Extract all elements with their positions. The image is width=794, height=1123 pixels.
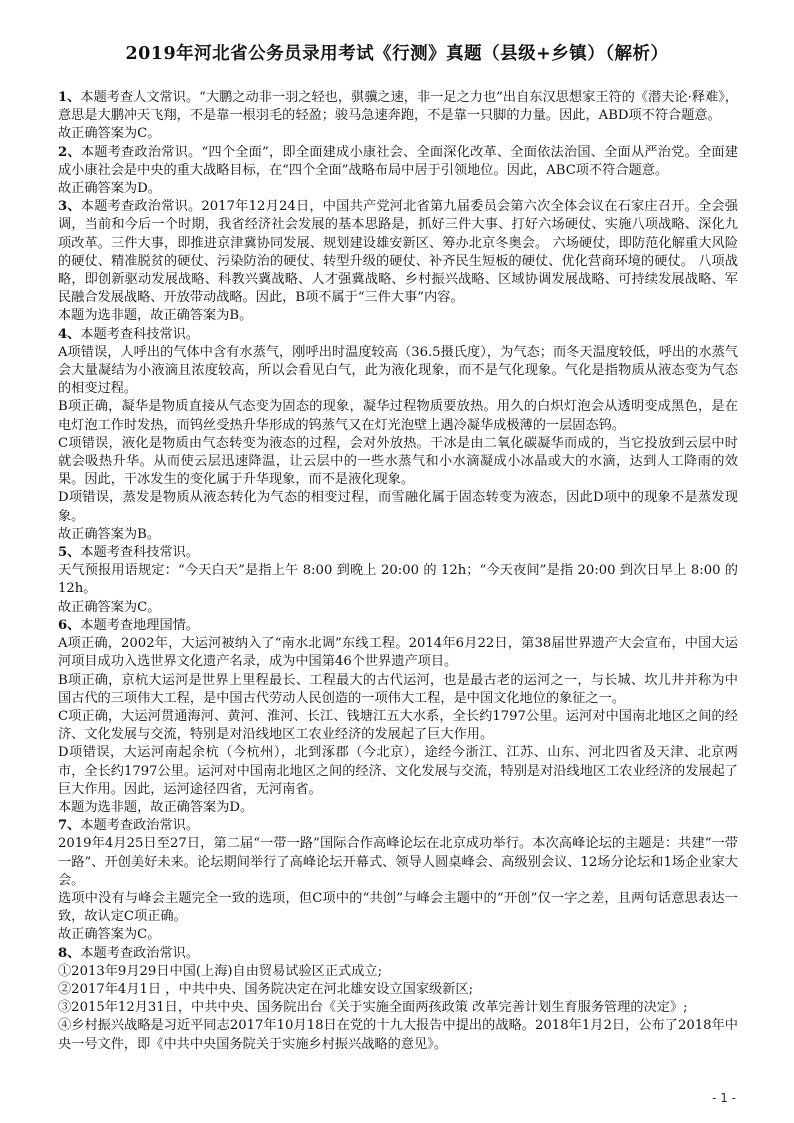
question-lead-text: 本题考查政治常识。“四个全面”，即全面建成小康社会、全面深化改革、全面依法治国、全面从严治党。全面建成小康社会是中央的重大战略目标，在“四个全面”战略布局中居于引领地位。因此，ABC项不符合题意。 <box>58 144 738 178</box>
page-title: 2019年河北省公务员录用考试《行测》真题（县级+乡镇）（解析） <box>125 44 669 64</box>
question-paragraph <box>58 617 738 635</box>
question-paragraph <box>58 89 738 125</box>
question-paragraph <box>58 198 738 307</box>
body-paragraph: 天气预报用语规定：“今天白天”是指上午 8:00 到晚上 20:00 的 12h；“今天夜间”是指 20:00 到次日早上 8:00 的 12h。 <box>58 563 738 597</box>
question-number: 2、 <box>58 144 81 160</box>
body-paragraph: ④乡村振兴战略是习近平同志2017年10月18日在党的十九大报告中提出的战略。2018年1月2日，公布了2018年中央一号文件，即《中共中央国务院关于实施乡村振兴战略的意见》。 <box>58 1018 738 1052</box>
body-paragraph: 故正确答案为C。 <box>58 599 161 615</box>
body-paragraph: 2019年4月25日至27日，第二届“一带一路”国际合作高峰论坛在北京成功举行。本次高峰论坛的主题是：共建“一带一路”、开创美好未来。论坛期间举行了高峰论坛开幕式、领导人圆桌峰会、高级别会议、12场分论坛和1场企业家大会。 <box>58 836 738 888</box>
question-lead-text: 本题考查科技常识。 <box>80 545 200 561</box>
body-paragraph: ①2013年9月29日中国(上海)自由贸易试验区正式成立; <box>58 963 383 979</box>
body-paragraph: D项错误，蒸发是物质从液态转化为气态的相变过程，而雪融化属于固态转变为液态，因此D项中的现象不是蒸发现象。 <box>58 490 738 524</box>
body-paragraph: B项正确，凝华是物质直接从气态变为固态的现象，凝华过程物质要放热。用久的白炽灯泡会从透明变成黑色，是在电灯泡工作时发热，而钨丝受热升华形成的钨蒸气又在灯光泡壁上遇冷凝华成极薄的一层固态钨。 <box>58 399 738 433</box>
question-lead-text: 本题考查政治常识。 <box>80 945 200 961</box>
body-paragraph: 故正确答案为C。 <box>58 126 161 142</box>
body-paragraph: 故正确答案为B。 <box>58 526 161 542</box>
body-paragraph: C项错误，液化是物质由气态转变为液态的过程，会对外放热。干冰是由二氧化碳凝华而成的，当它投放到云层中时就会吸热升华。从而使云层迅速降温，让云层中的一些水蒸气和小水滴凝成小冰晶或大的水滴，达到人工降雨的效果。因此，干冰发生的变化属于升华现象，而不是液化现象。 <box>58 435 738 488</box>
body-paragraph: A项错误，人呼出的气体中含有水蒸气，刚呼出时温度较高（36.5摄氏度），为气态；而冬天温度较低，呼出的水蒸气会大量凝结为小液滴且浓度较高，所以会看见白气，此为液化现象，而不是气化现象。气化是指物质从液态变为气态的相变过程。 <box>58 344 738 397</box>
page-number: - 1 - <box>712 1091 736 1105</box>
body-paragraph: 本题为选非题，故正确答案为B。 <box>58 308 253 324</box>
question-paragraph <box>58 945 738 963</box>
question-number: 1、 <box>58 90 81 105</box>
body-paragraph: 故正确答案为C。 <box>58 927 161 943</box>
question-lead-text: 本题考查政治常识。2017年12月24日，中国共产党河北省第九届委员会第六次全体会议在石家庄召开。全会强调，当前和今后一个时期，我省经济社会发展的基本思路是，抓好三件大事、打好六场硬仗、实施八项战略、深化九项改革。三件大事，即推进京津冀协同发展、规划建设雄安新区、筹办北京冬奥会。 六场硬仗，即防范化解重大风险的硬仗、精准脱贫的硬仗、污染防治的硬仗、转型升级的硬仗、补齐民生短板的硬仗、优化营商环境的硬仗。 八项战略，即创新驱动发展战略、科教兴冀战略、人才强冀战略、乡村振兴战略、区域协调发展战略、可持续发展战略、军民融合发展战略、开放带动战略。因此，B项不属于“三件大事”内容。 <box>58 199 738 306</box>
body-paragraph: C项正确，大运河贯通海河、黄河、淮河、长江、钱塘江五大水系，全长约1797公里。运河对中国南北地区之间的经济、文化发展与交流，特别是对沿线地区工农业经济的发展起了巨大作用。 <box>58 708 738 743</box>
question-paragraph <box>58 326 738 344</box>
body-paragraph: 选项中没有与峰会主题完全一致的选项，但C项中的“共创”与峰会主题中的“开创”仅一字之差，且两句话意思表达一致，故认定C项正确。 <box>58 890 738 925</box>
question-paragraph <box>58 544 738 562</box>
question-lead-text: 本题考查政治常识。 <box>80 818 200 834</box>
question-lead-text: 本题考查人文常识。“大鹏之动非一羽之轻也，骐骥之速，非一足之力也”出自东汉思想家王符的《潜夫论·释难》，意思是大鹏冲天飞翔，不是靠一根羽毛的轻盈；骏马急速奔跑，不是靠一只脚的力量。因此，ABD项不符合题意。 <box>58 90 738 124</box>
question-number: 6、 <box>58 617 81 633</box>
question-number: 4、 <box>58 326 81 342</box>
question-number: 7、 <box>58 818 81 834</box>
question-number: 5、 <box>58 545 81 561</box>
body-paragraph: 本题为选非题，故正确答案为D。 <box>58 799 254 815</box>
question-paragraph <box>58 817 738 835</box>
body-paragraph: B项正确，京杭大运河是世界上里程最长、工程最大的古代运河，也是最古老的运河之一，与长城、坎儿井并称为中国古代的三项伟大工程，是中国古代劳动人民创造的一项伟大工程，是中国文化地位的象征之一。 <box>58 672 738 706</box>
body-paragraph: A项正确，2002年，大运河被纳入了“南水北调”东线工程。2014年6月22日，第38届世界遗产大会宣布，中国大运河项目成功入选世界文化遗产名录，成为中国第46个世界遗产项目。 <box>58 636 738 670</box>
body-paragraph: 故正确答案为D。 <box>58 181 161 197</box>
body-paragraph: D项错误，大运河南起余杭（今杭州），北到涿郡（今北京），途经今浙江、江苏、山东、河北四省及天津、北京两市，全长约1797公里。运河对中国南北地区之间的经济、文化发展与交流，特别是对沿线地区工农业经济的发展起了巨大作用。因此，运河途径四省，无河南省。 <box>58 745 738 797</box>
question-paragraph <box>58 144 738 180</box>
question-lead-text: 本题考查地理国情。 <box>80 617 200 633</box>
question-lead-text: 本题考查科技常识。 <box>80 326 200 342</box>
body-paragraph: ③2015年12月31日，中共中央、国务院出台《关于实施全面两孩政策 改革完善计划生育服务管理的决定》; <box>58 1000 688 1016</box>
question-number: 8、 <box>58 945 81 961</box>
question-number: 3、 <box>58 199 81 215</box>
body-paragraph: ②2017年4月1日 ，中共中央、国务院决定在河北雄安设立国家级新区; <box>58 981 474 997</box>
document-body <box>58 89 738 1054</box>
